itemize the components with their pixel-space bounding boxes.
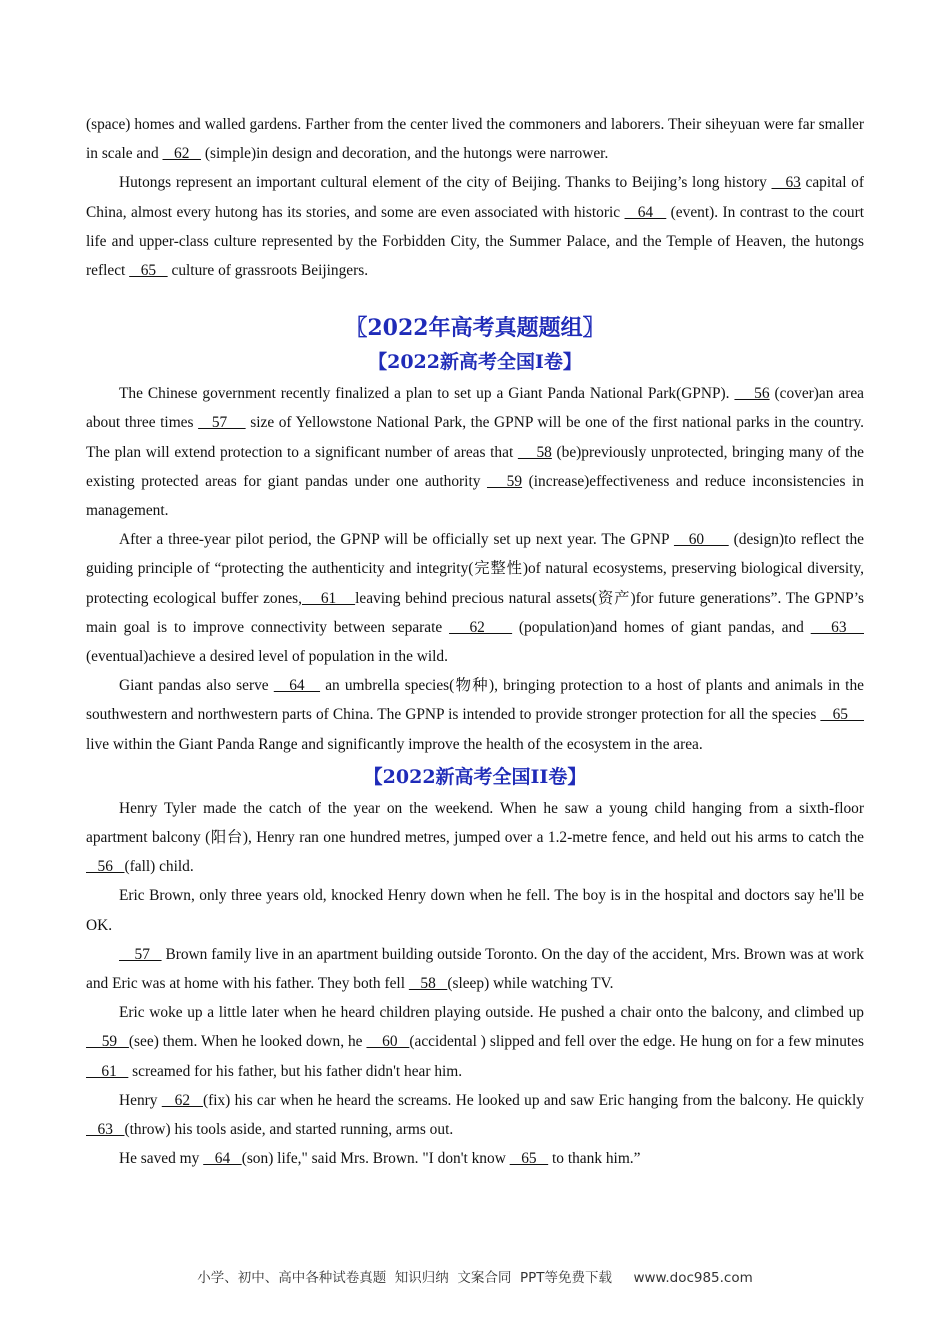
text-run: screamed for his father, but his father didn't hear him. [128,1062,463,1080]
answer-blank-65: 65 [129,262,168,280]
text-run: (fall) child. [124,858,194,876]
answer-blank-65: 65 [509,1150,549,1168]
text-run: After a three-year pilot period, the GPNP will be officially set up next year. The GPNP [119,531,674,549]
text-run: to thank him.” [548,1150,641,1168]
exam-2-paragraph-4 [86,998,864,1086]
text-run: culture of grassroots Beijingers. [167,262,369,280]
text-run: Giant pandas also serve [119,677,274,695]
answer-blank-59: 59 [486,472,523,490]
text-run: The Chinese government recently finalized a plan to set up a Giant Panda National Park(GPNP). [119,385,735,403]
text-run: Brown family live in an apartment building outside Toronto. On the day of the accident, Mrs. Brown was at work and Eric was at home with his father. They both fell [86,945,864,993]
text-run: He saved my [119,1150,204,1168]
answer-blank-61: 61 [86,1062,129,1080]
answer-blank-58: 58 [408,975,448,993]
text-run: leaving behind precious natural assets(资产)for future generations”. The GPNP’s main goal is to improve connectivity between separate [86,589,865,636]
answer-blank-63: 63 [771,174,801,192]
text-run: (population)and homes of giant pandas, and [512,618,811,636]
answer-blank-58: 58 [517,443,552,461]
text-run: (accidental ) slipped and fell over the edge. He hung on for a few minutes [409,1033,864,1051]
exam-2-paragraph-2 [86,881,864,939]
document-page [86,110,864,1174]
answer-blank-60: 60 [673,531,729,549]
exam-1-paragraph-1 [86,379,864,525]
answer-blank-60: 60 [366,1033,410,1051]
text-run: (fix) his car when he heard the screams. He looked up and saw Eric hanging from the balcony. He quickly [202,1091,864,1109]
answer-blank-57: 57 [198,414,246,432]
answer-blank-63: 63 [86,1121,125,1139]
answer-blank-57: 57 [119,945,162,963]
exam-2-paragraph-5 [86,1086,864,1144]
text-run: (event). In contrast to the court life and upper-class culture represented by the Forbidden City, the Summer Palace, and the Temple of Heaven, the hutongs reflect [86,203,865,280]
text-run: (throw) his tools aside, and started running, arms out. [124,1121,454,1139]
answer-blank-56: 56 [86,858,125,876]
text-run: (son) life," said Mrs. Brown. "I don't know [241,1150,510,1168]
answer-blank-59: 59 [86,1033,129,1051]
exam-2-title: 【2022新高考全国II卷】 [363,765,587,788]
answer-blank-62: 62 [161,1091,203,1109]
page-footer: 小学、初中、高中各种试卷真题 知识归纳 文案合同 PPT等免费下载 www.doc985.com [197,1270,753,1286]
text-run: Eric Brown, only three years old, knocked Henry down when he fell. The boy is in the hospital and doctors say he'll be OK. [86,887,864,934]
answer-blank-62: 62 [162,145,201,163]
answer-blank-56: 56 [734,385,770,403]
intro-paragraph-2 [86,168,864,285]
section-title: 〖2022年高考真题题组〗 [345,315,605,342]
text-run: (design)to reflect the guiding principle of “protecting the authenticity and integrity(完整性)of natural ecosystems, preserving biological diversity, protecting ecological buffer zones, [86,531,865,607]
text-run: (eventual)achieve a desired level of population in the wild. [86,648,448,666]
text-run: (increase)effectiveness and reduce inconsistencies in management. [86,472,864,520]
text-run: (cover)an area about three times [86,385,864,432]
answer-blank-61: 61 [302,589,356,607]
text-run: live within the Giant Panda Range and significantly improve the health of the ecosystem in the area. [86,735,703,753]
answer-blank-64: 64 [624,203,667,221]
answer-blank-64: 64 [203,1150,242,1168]
text-run: Eric woke up a little later when he heard children playing outside. He pushed a chair onto the balcony, and climbed up [119,1004,864,1022]
intro-paragraph-1 [86,110,864,168]
answer-blank-62: 62 [449,618,513,636]
text-run: (simple)in design and decoration, and the hutongs were narrower. [200,145,609,163]
text-run: (sleep) while watching TV. [447,975,614,993]
text-run: (see) them. When he looked down, he [128,1033,367,1051]
text-run: size of Yellowstone National Park, the GPNP will be one of the first national parks in the country. The plan will extend protection to a significant number of areas that [86,414,864,461]
text-run: (be)previously unprotected, bringing many of the existing protected areas for giant pandas under one authority [86,443,864,490]
answer-blank-64: 64 [273,677,321,695]
answer-blank-63: 63 [810,618,864,636]
exam-2-paragraph-6 [86,1144,864,1173]
text-run: (space) homes and walled gardens. Farther from the center lived the commoners and laborers. Their siheyuan were far smaller in scale and [86,116,864,163]
text-run: Hutongs represent an important cultural element of the city of Beijing. Thanks to Beijing’s long history [119,174,772,192]
exam-1-paragraph-2 [86,525,864,671]
text-run: capital of China, almost every hutong has its stories, and some are even associated with historic [86,174,864,221]
answer-blank-65: 65 [820,706,864,724]
exam-2-paragraph-3 [86,940,864,998]
exam-2-paragraph-1 [86,794,864,882]
text-run: Henry [119,1091,162,1109]
text-run: Henry Tyler made the catch of the year on the weekend. When he saw a young child hanging from a sixth-floor apartment balcony (阳台), Henry ran one hundred metres, jumped over a 1.2-metre fence, and held out his arms to catch the [86,799,864,847]
exam-1-title: 【2022新高考全国I卷】 [368,351,582,374]
exam-1-paragraph-3 [86,671,864,759]
text-run: an umbrella species(物种), bringing protection to a host of plants and animals in the southwestern and northwestern parts of China. The GPNP is intended to provide stronger protection for all the species [86,677,864,724]
